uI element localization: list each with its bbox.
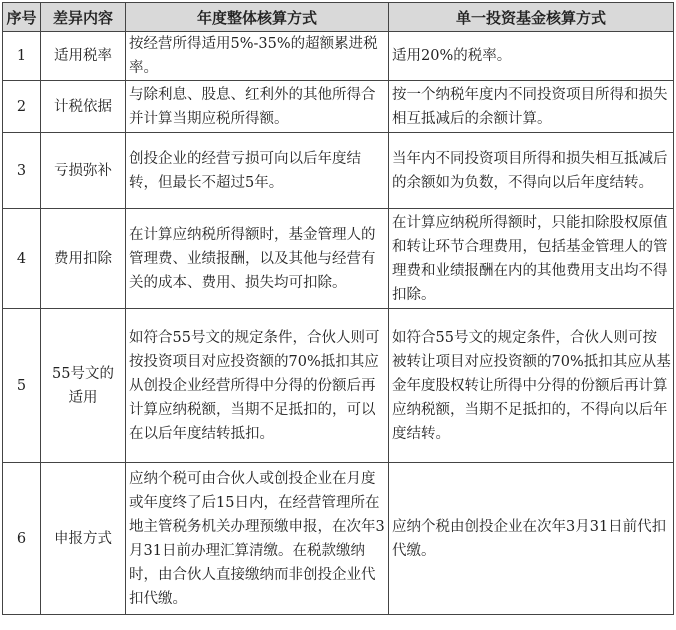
row-item: 计税依据	[41, 81, 126, 133]
row-single: 在计算应纳税所得额时，只能扣除股权原值和转让环节合理费用，包括基金管理人的管理费和业绩报酬在内的其他费用支出均不得扣除。	[389, 209, 674, 309]
table-row	[3, 463, 674, 615]
header-no: 序号	[3, 3, 41, 32]
header-single: 单一投资基金核算方式	[389, 3, 674, 32]
row-annual: 按经营所得适用5%-35%的超额累进税率。	[126, 32, 389, 81]
table-row	[3, 209, 674, 309]
row-no: 1	[3, 32, 41, 81]
row-no: 4	[3, 209, 41, 309]
header-row	[3, 3, 674, 32]
row-no: 2	[3, 81, 41, 133]
tax-comparison-table	[2, 2, 674, 615]
header-annual: 年度整体核算方式	[126, 3, 389, 32]
row-single: 按一个纳税年度内不同投资项目所得和损失相互抵减后的余额计算。	[389, 81, 674, 133]
row-item-line: 55号文的	[52, 365, 114, 382]
row-no: 6	[3, 463, 41, 615]
row-single: 当年内不同投资项目所得和损失相互抵减后的余额如为负数，不得向以后年度结转。	[389, 133, 674, 209]
header-item: 差异内容	[41, 3, 126, 32]
row-single: 适用20%的税率。	[389, 32, 674, 81]
row-annual: 如符合55号文的规定条件，合伙人则可按投资项目对应投资额的70%抵扣其应从创投企业经营所得中分得的份额后再计算应纳税额，当期不足抵扣的，可以在以后年度结转抵扣。	[126, 309, 389, 463]
row-item: 费用扣除	[41, 209, 126, 309]
row-item: 申报方式	[41, 463, 126, 615]
row-annual: 在计算应纳税所得额时，基金管理人的管理费、业绩报酬，以及其他与经营有关的成本、费用、损失均可扣除。	[126, 209, 389, 309]
row-single: 如符合55号文的规定条件，合伙人则可按被转让项目对应投资额的70%抵扣其应从基金年度股权转让所得中分得的份额后再计算应纳税额，当期不足抵扣的，不得向以后年度结转。	[389, 309, 674, 463]
table-row	[3, 309, 674, 463]
row-no: 3	[3, 133, 41, 209]
row-item	[41, 309, 126, 463]
table-row	[3, 133, 674, 209]
row-annual: 应纳个税可由合伙人或创投企业在月度或年度终了后15日内，在经营管理所在地主管税务机关办理预缴申报，在次年3月31日前办理汇算清缴。在税款缴纳时，由合伙人直接缴纳而非创投企业代扣代缴。	[126, 463, 389, 615]
row-item-line: 适用	[68, 389, 98, 406]
row-item: 亏损弥补	[41, 133, 126, 209]
row-no: 5	[3, 309, 41, 463]
table-row	[3, 32, 674, 81]
row-annual: 创投企业的经营亏损可向以后年度结转，但最长不超过5年。	[126, 133, 389, 209]
row-annual: 与除利息、股息、红利外的其他所得合并计算当期应税所得额。	[126, 81, 389, 133]
table-row	[3, 81, 674, 133]
row-single: 应纳个税由创投企业在次年3月31日前代扣代缴。	[389, 463, 674, 615]
row-item: 适用税率	[41, 32, 126, 81]
